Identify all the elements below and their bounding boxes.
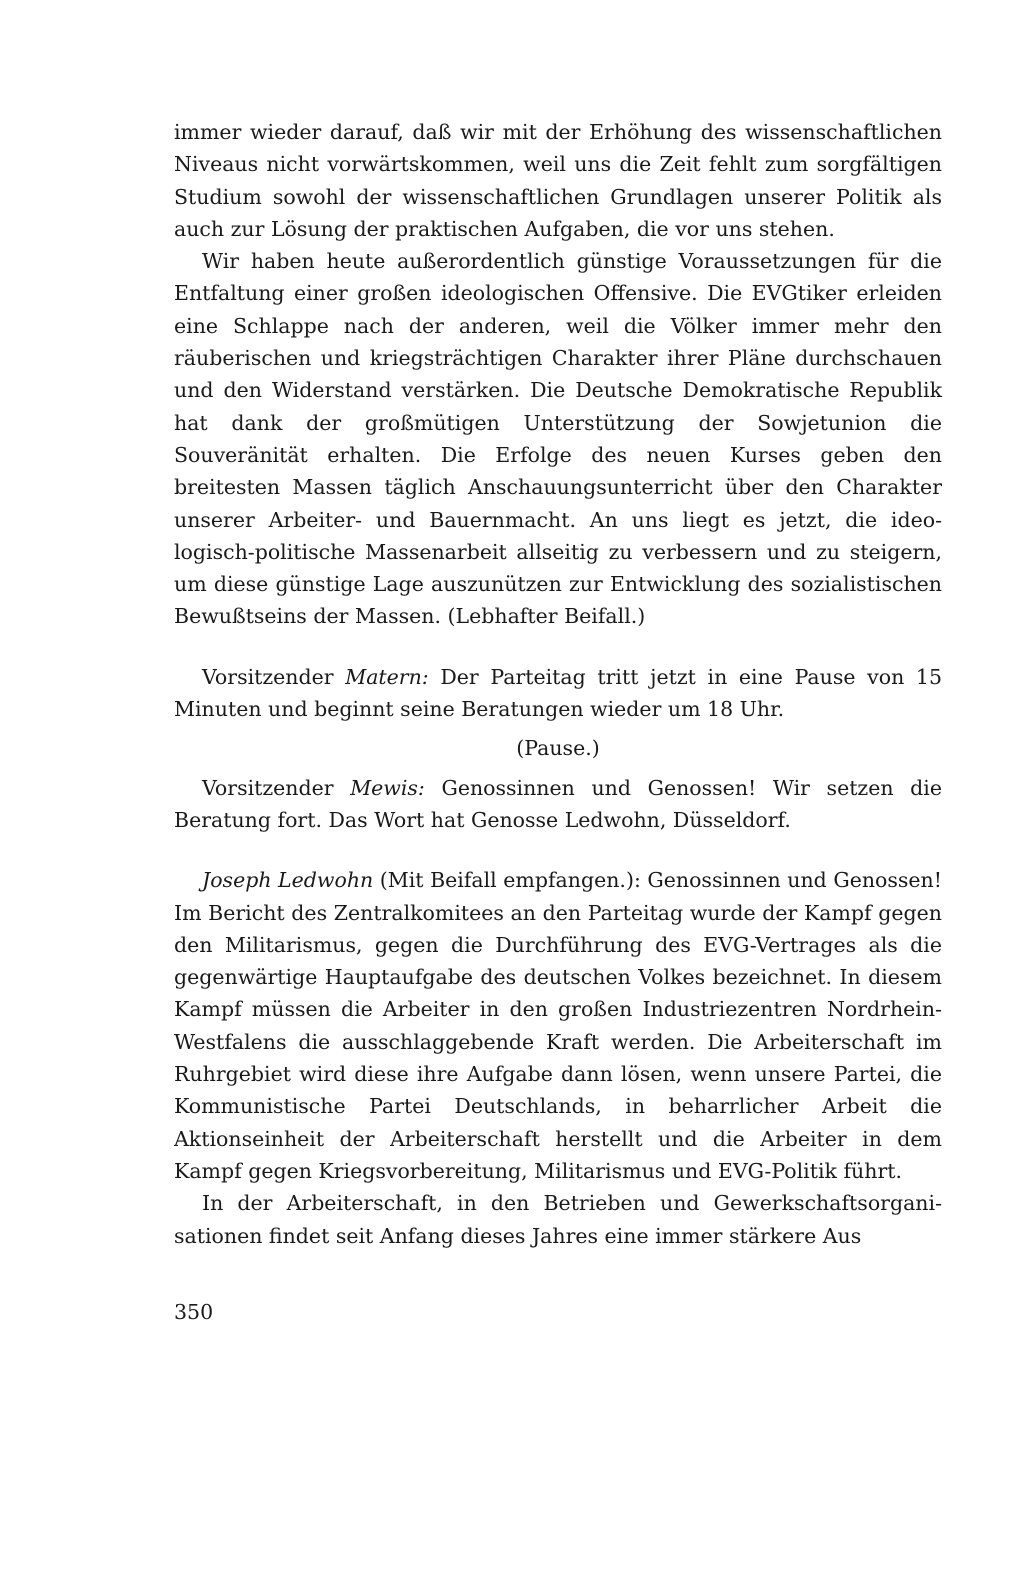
- speaker-name-matern: Matern:: [345, 664, 429, 689]
- chair-prefix: Vorsitzender: [202, 664, 346, 689]
- text-column: [174, 116, 942, 1328]
- paragraph-continuation: immer wieder darauf, daß wir mit der Erhöhung des wissenschaftlichen Niveaus nicht vorwärtskommen, weil uns die Zeit fehlt zum sorgfältigen Studium sowohl der wissenschaftlichen Grundlagen unserer Politik als auch zur Lösung der praktischen Aufgaben, die vor uns stehen.: [174, 120, 942, 241]
- speech-text: (Mit Beifall empfangen.): Genossinnen und Genossen! Im Bericht des Zentralkomitees an den Parteitag wurde der Kampf gegen den Militarismus, gegen die Durchführung des EVG-Vertrages als die gegenwärtige Hauptaufgabe des deutschen Volkes bezeichnet. In diesem Kampf müssen die Arbeiter in den großen Industriezentren Nordrhein-Westfalens die ausschlaggebende Kraft werden. Die Arbeiterschaft im Ruhrgebiet wird diese ihre Aufgabe dann lösen, wenn unsere Partei, die Kommunistische Partei Deutschlands, in beharrlicher Arbeit die Aktionseinheit der Arbeiterschaft herstellt und die Arbeiter in dem Kampf gegen Kriegsvorbereitung, Militarismus und EVG-Politik führt.: [174, 868, 942, 1183]
- pause-note: (Pause.): [516, 736, 600, 761]
- paragraph-chair-mewis: [174, 772, 942, 837]
- paragraph-ideological-offensive: Wir haben heute außerordentlich günstige Voraussetzungen für die Entfaltung einer großen ideologischen Offensive. Die EVGtiker erleiden eine Schlappe nach der anderen, weil die Völker immer mehr den räuberischen und kriegsträchtigen Charakter ihrer Pläne durchschauen und den Widerstand verstärken. Die Deutsche Demokratische Republik hat dank der großmütigen Unterstützung der Sowjetunion die Souveränität erhalten. Die Erfolge des neuen Kurses geben den breitesten Massen täglich Anschauungsunterricht über den Charakter unserer Arbeiter- und Bauernmacht. An uns liegt es jetzt, die ideologisch-politische Massenarbeit allseitig zu verbessern und zu steigern, um diese günstige Lage auszunützen zur Entwicklung des sozialistischen Bewußtseins der Massen. (Lebhafter Beifall.): [174, 249, 942, 629]
- page-number: 350: [174, 1299, 214, 1324]
- chair-statement: Genossinnen und Genossen! Wir setzen die Beratung fort. Das Wort hat Genosse Ledwohn, Düsseldorf.: [174, 775, 942, 832]
- chair-prefix: Vorsitzender: [202, 775, 351, 800]
- chair-statement: Der Parteitag tritt jetzt in eine Pause von 15 Minuten und beginnt seine Beratungen wieder um 18 Uhr.: [174, 664, 942, 722]
- paragraph-speech-ledwohn: [174, 864, 942, 1187]
- speaker-name-ledwohn: Joseph Ledwohn: [202, 868, 374, 893]
- speaker-name-mewis: Mewis:: [350, 775, 425, 800]
- paragraph-working-class: In der Arbeiterschaft, in den Betrieben und Gewerkschaftsorganisationen findet seit Anfang dieses Jahres eine immer stärkere Aus: [174, 1191, 942, 1248]
- paragraph-chair-matern: [174, 661, 942, 726]
